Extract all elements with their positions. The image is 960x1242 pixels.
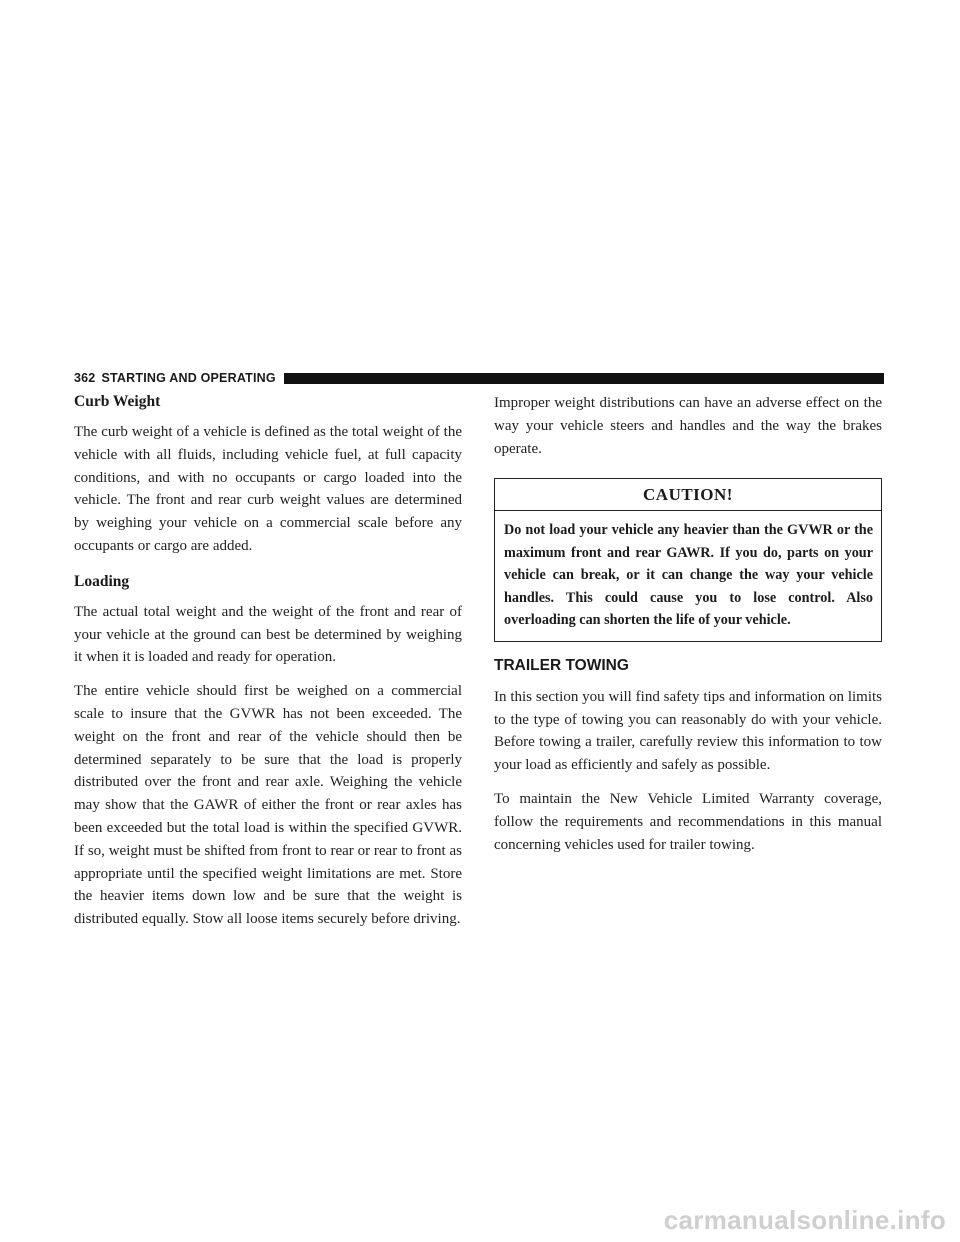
trailer-towing-paragraph-1: In this section you will find safety tips and information on limits to the type of towing you can reasonably do with your vehicle. Before towing a trailer, carefully review this information to tow your load as efficiently and safely as possible.	[494, 688, 882, 774]
right-column	[494, 392, 882, 867]
loading-paragraph-1: The actual total weight and the weight of the front and rear of your vehicle at the ground can best be determined by weighing it when it is loaded and ready for operation.	[74, 603, 462, 666]
header-rule	[284, 373, 884, 384]
page-number: 362	[74, 371, 96, 385]
trailer-towing-heading: TRAILER TOWING	[494, 656, 629, 674]
left-column	[74, 392, 462, 942]
curb-weight-paragraph: The curb weight of a vehicle is defined as the total weight of the vehicle with all fluids, including vehicle fuel, at full capacity conditions, and with no occupants or cargo loaded into the vehicle. The front and rear curb weight values are determined by weighing your vehicle on a commercial scale before any occupants or cargo are added.	[74, 424, 462, 554]
trailer-towing-paragraph-2: To maintain the New Vehicle Limited Warranty coverage, follow the requirements and recommendations in this manual concerning vehicles used for trailer towing.	[494, 791, 882, 853]
caution-title: CAUTION!	[495, 479, 881, 511]
loading-heading: Loading	[74, 572, 130, 590]
caution-box	[494, 478, 882, 642]
curb-weight-heading: Curb Weight	[74, 393, 161, 410]
loading-paragraph-2: The entire vehicle should first be weighed on a commercial scale to insure that the GVWR has not been exceeded. The weight on the front and rear of the vehicle should then be determined separately to be sure that the load is properly distributed over the front and rear axle. Weighing the vehicle may show that the GAWR of either the front or rear axles has been exceeded but the total load is within the specified GVWR. If so, weight must be shifted from front to rear or rear to front as appropriate until the specified weight limitations are met. Store the heavier items down low and be sure that the weight is distributed equally. Stow all loose items securely before driving.	[74, 683, 462, 928]
section-title: STARTING AND OPERATING	[101, 371, 276, 385]
watermark-text: carmanualsonline.info	[663, 1205, 946, 1235]
weight-distribution-paragraph: Improper weight distributions can have an adverse effect on the way your vehicle steers and handles and the way the brakes operate.	[494, 395, 882, 457]
page-header	[74, 370, 884, 386]
caution-text: Do not load your vehicle any heavier than the GVWR or the maximum front and rear GAWR. If you do, parts on your vehicle can break, or it can change the way your vehicle handles. This could cause you to lose control. Also overloading can shorten the life of your vehicle.	[504, 522, 873, 629]
